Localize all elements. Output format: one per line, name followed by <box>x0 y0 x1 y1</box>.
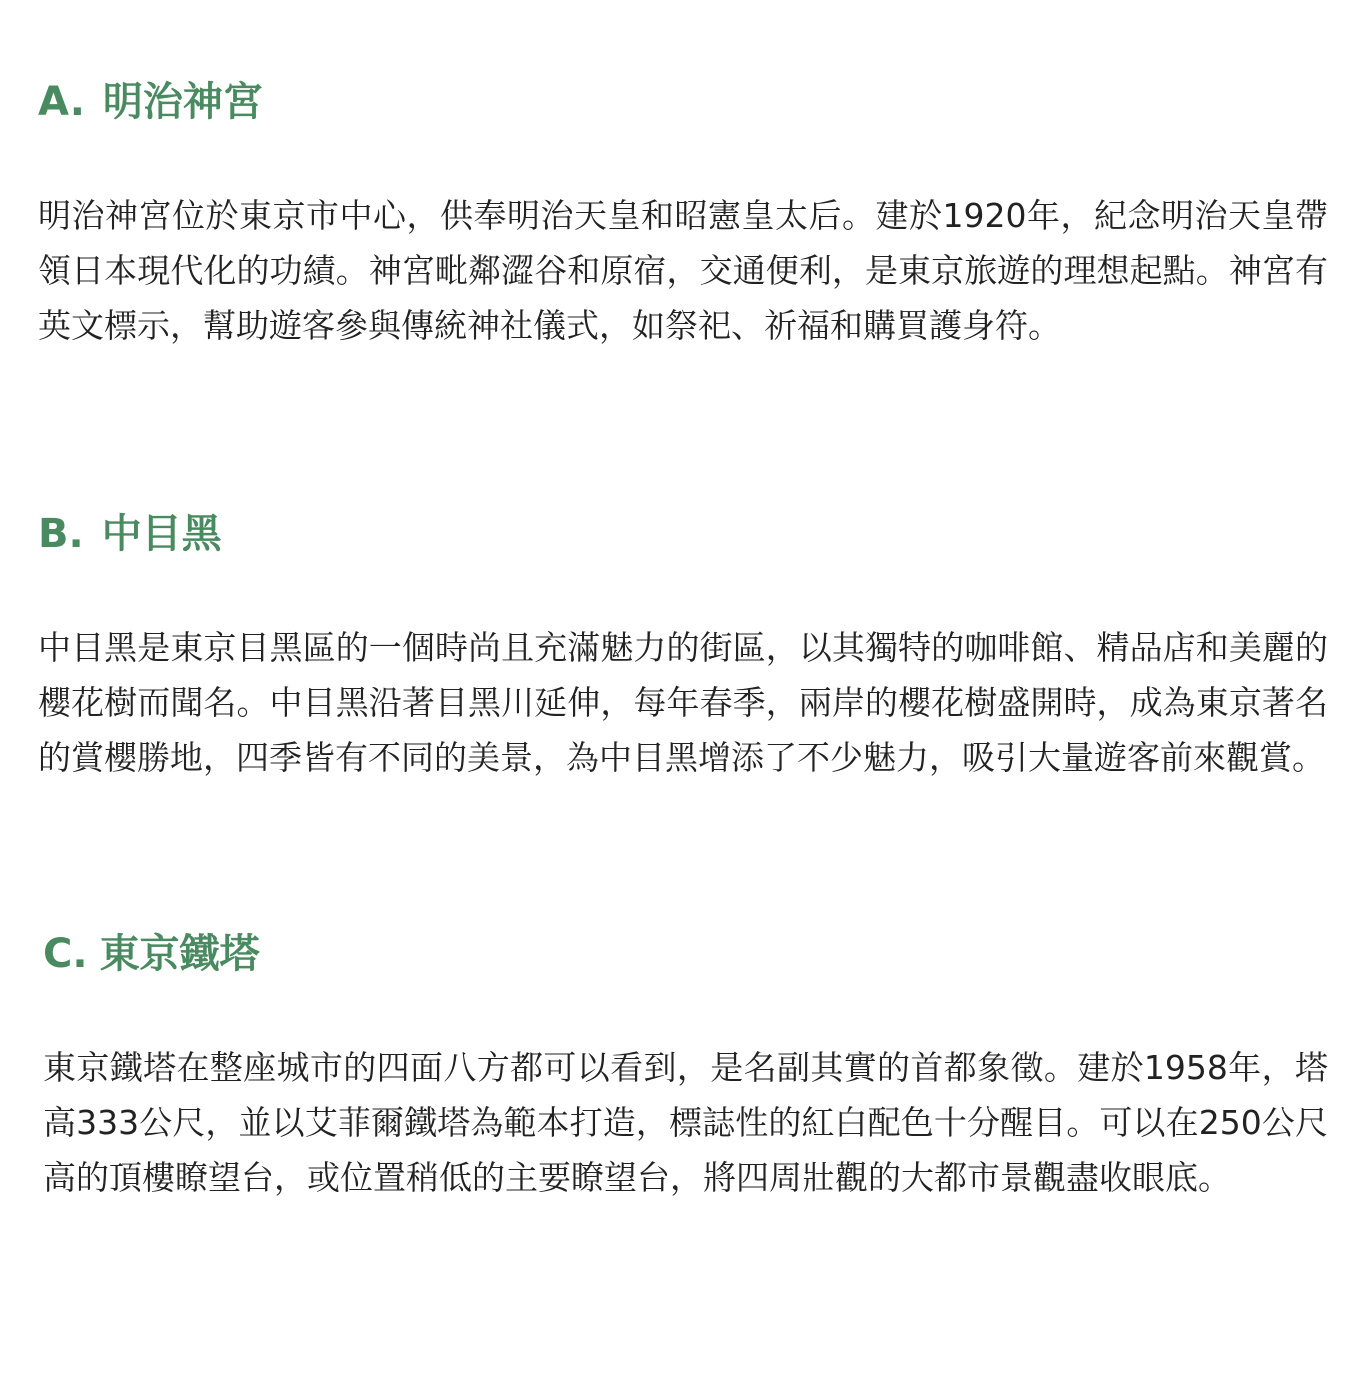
section-title: 中目黑 <box>101 511 222 557</box>
section-tokyo-tower <box>43 924 1328 1205</box>
section-title: 明治神宮 <box>102 79 263 125</box>
section-title: 東京鐵塔 <box>99 931 260 977</box>
section-heading <box>38 72 1328 132</box>
section-body: 東京鐵塔在整座城市的四面八方都可以看到，是名副其實的首都象徵。建於1958年，塔高333公尺，並以艾菲爾鐵塔為範本打造，標誌性的紅白配色十分醒目。可以在250公尺高的頂樓瞭望台，或位置稍低的主要瞭望台，將四周壯觀的大都市景觀盡收眼底。 <box>43 1048 1328 1197</box>
section-nakameguro <box>38 504 1328 785</box>
section-heading <box>43 924 1328 984</box>
section-body: 明治神宮位於東京市中心，供奉明治天皇和昭憲皇太后。建於1920年，紀念明治天皇帶領日本現代化的功績。神宮毗鄰澀谷和原宿，交通便利，是東京旅遊的理想起點。神宮有英文標示，幫助遊客參與傳統神社儀式，如祭祀、祈福和購買護身符。 <box>38 196 1328 345</box>
section-heading <box>38 504 1328 564</box>
section-meiji-jingu <box>38 72 1328 353</box>
section-letter: B. <box>38 511 84 557</box>
section-letter: A. <box>38 79 85 125</box>
section-body: 中目黑是東京目黑區的一個時尚且充滿魅力的街區，以其獨特的咖啡館、精品店和美麗的櫻花樹而聞名。中目黑沿著目黑川延伸，每年春季，兩岸的櫻花樹盛開時，成為東京著名的賞櫻勝地，四季皆有不同的美景，為中目黑增添了不少魅力，吸引大量遊客前來觀賞。 <box>38 628 1328 777</box>
section-letter: C. <box>43 931 88 977</box>
